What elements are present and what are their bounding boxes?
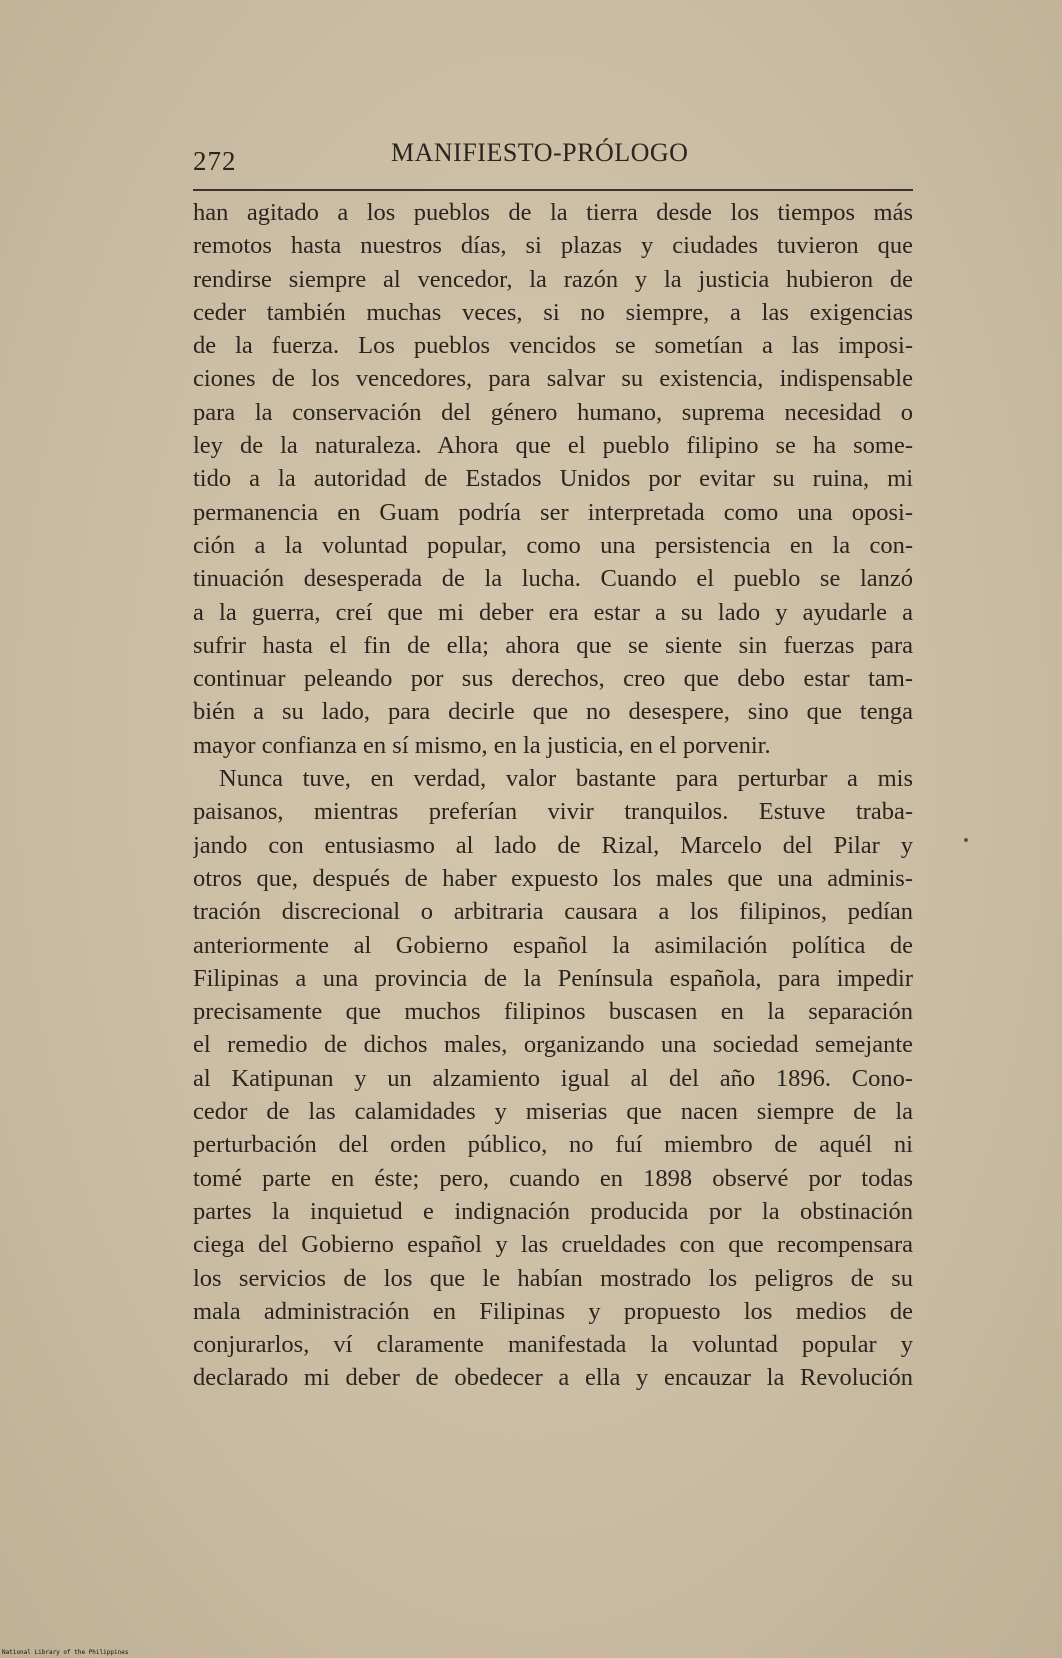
body-text [193,196,913,1395]
text-line: el remedio de dichos males, organizando una sociedad semejante [193,1031,913,1059]
page-number: 272 [193,146,237,176]
text-line: anteriormente al Gobierno español la asimilación política de [193,931,913,959]
text-line: tinuación desesperada de la lucha. Cuando el pueblo se lanzó [193,565,913,593]
scan-credit: National Library of the Philippines [2,1649,129,1656]
text-line: ciega del Gobierno español y las crueldades con que recompensara [193,1231,913,1259]
text-line: tomé parte en éste; pero, cuando en 1898 observé por todas [193,1164,913,1192]
text-line: remotos hasta nuestros días, si plazas y ciudades tuvieron que [193,232,913,260]
text-line: Filipinas a una provincia de la Península española, para impedir [193,964,913,992]
text-line: bién a su lado, para decirle que no desespere, sino que tenga [193,698,913,726]
text-line: permanencia en Guam podría ser interpretada como una oposi- [193,498,913,526]
text-line: otros que, después de haber expuesto los males que una adminis- [193,864,913,892]
text-line: para la conservación del género humano, suprema necesidad o [193,398,913,426]
text-line: precisamente que muchos filipinos buscasen en la separación [193,998,913,1026]
text-line: mala administración en Filipinas y propuesto los medios de [193,1297,913,1325]
text-line: sufrir hasta el fin de ella; ahora que se siente sin fuerzas para [193,631,913,659]
text-line: continuar peleando por sus derechos, creo que debo estar tam- [193,665,913,693]
text-line: cedor de las calamidades y miserias que nacen siempre de la [193,1098,913,1126]
text-line: ción a la voluntad popular, como una persistencia en la con- [193,531,913,559]
text-line: partes la inquietud e indignación producida por la obstinación [193,1197,913,1225]
running-title: MANIFIESTO-PRÓLOGO [391,138,689,167]
text-line: han agitado a los pueblos de la tierra desde los tiempos más [193,199,913,226]
text-line: declarado mi deber de obedecer a ella y encauzar la Revolución [193,1364,913,1392]
header-rule [193,189,913,191]
text-line: perturbación del orden público, no fuí miembro de aquél ni [193,1131,913,1159]
paper-speck [964,838,968,842]
text-line: mayor confianza en sí mismo, en la justicia, en el porvenir. [193,731,771,759]
text-line: a la guerra, creí que mi deber era estar a su lado y ayudarle a [193,598,913,626]
text-line: los servicios de los que le habían mostrado los peligros de su [193,1264,913,1292]
text-line: rendirse siempre al vencedor, la razón y la justicia hubieron de [193,265,913,293]
text-line: tido a la autoridad de Estados Unidos por evitar su ruina, mi [193,465,913,493]
text-line: ceder también muchas veces, si no siempre, a las exigencias [193,298,913,326]
text-line: paisanos, mientras preferían vivir tranquilos. Estuve traba- [193,798,913,826]
text-line: ley de la naturaleza. Ahora que el pueblo filipino se ha some- [193,432,913,460]
text-line: Nunca tuve, en verdad, valor bastante para perturbar a mis [219,765,913,793]
text-line: de la fuerza. Los pueblos vencidos se sometían a las imposi- [193,332,913,360]
text-line: al Katipunan y un alzamiento igual al del año 1896. Cono- [193,1064,913,1092]
text-line: tración discrecional o arbitraria causara a los filipinos, pedían [193,898,913,926]
page-header [193,138,913,186]
text-line: jando con entusiasmo al lado de Rizal, Marcelo del Pilar y [193,831,913,859]
text-line: ciones de los vencedores, para salvar su existencia, indispensable [193,365,913,393]
text-line: conjurarlos, ví claramente manifestada la voluntad popular y [193,1331,913,1359]
